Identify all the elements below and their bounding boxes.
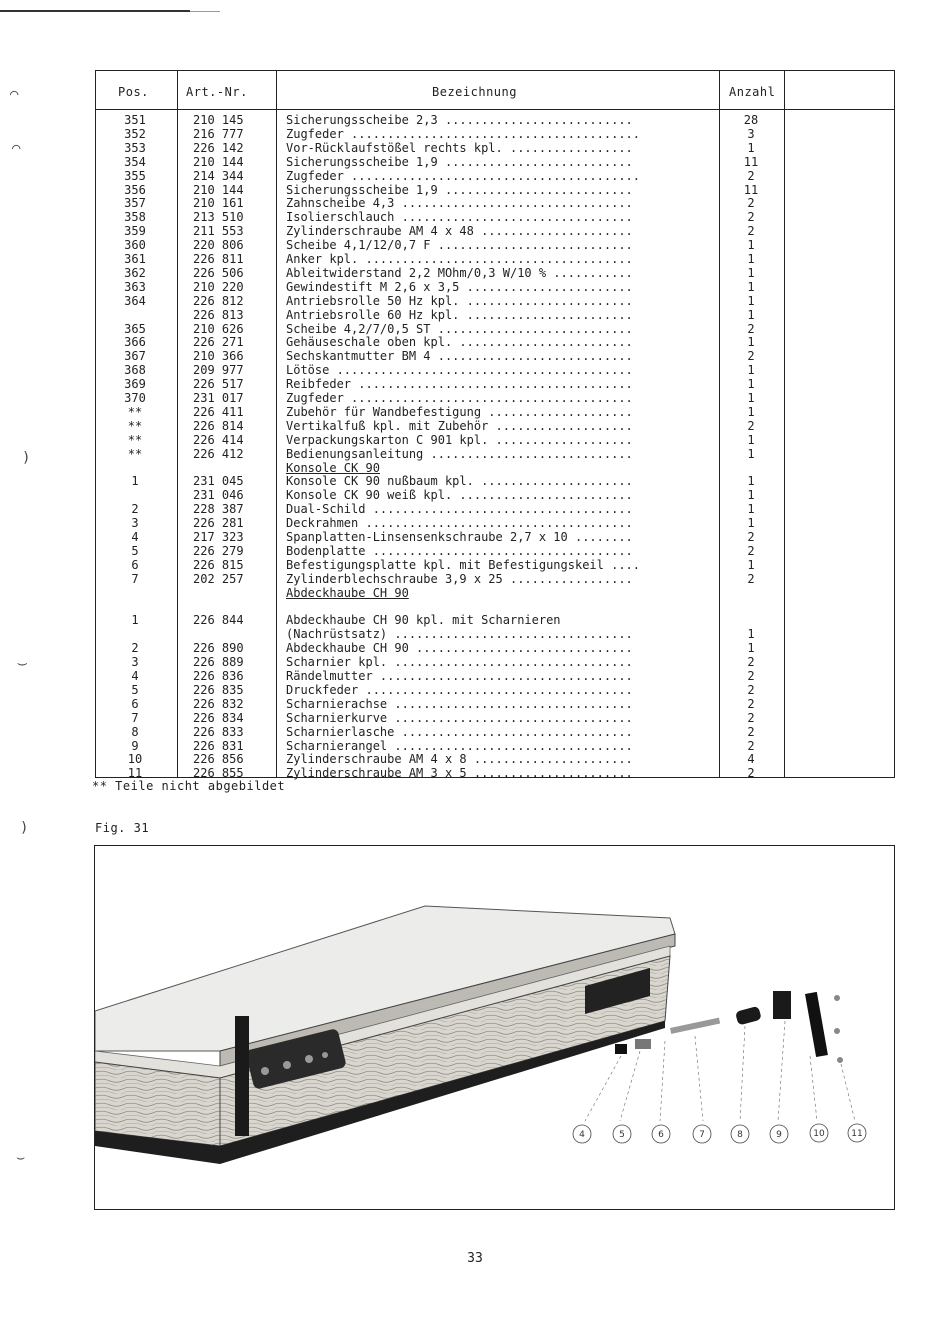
cell-anz: 2 <box>747 738 755 753</box>
callout-label: 7 <box>699 1130 705 1140</box>
table-row <box>96 711 894 725</box>
cell-pos: 360 <box>124 238 146 253</box>
cell-anz: 1 <box>747 279 755 294</box>
table-row <box>96 391 894 405</box>
table-row <box>96 280 894 294</box>
cell-art: 226 412 <box>193 446 244 461</box>
cell-anz: 1 <box>747 140 755 155</box>
cell-bez: Zylinderblechschraube 3,9 x 25 ................. <box>286 571 633 586</box>
cell-anz: 2 <box>747 710 755 725</box>
cell-bez: Konsole CK 90 weiß kpl. ........................ <box>286 488 633 503</box>
cell-pos: 2 <box>131 502 139 517</box>
cell-anz: 1 <box>747 377 755 392</box>
table-row <box>96 461 894 475</box>
table-row <box>96 141 894 155</box>
table-row <box>96 294 894 308</box>
table-row <box>96 433 894 447</box>
cell-art: 210 144 <box>193 154 244 169</box>
table-row <box>96 169 894 183</box>
callout-label: 6 <box>658 1130 664 1140</box>
cell-anz: 2 <box>747 321 755 336</box>
cell-anz: 1 <box>747 252 755 266</box>
cell-art: 226 834 <box>193 710 244 725</box>
table-row <box>96 600 894 614</box>
figure-label: Fig. 31 <box>95 821 150 835</box>
cell-anz: 1 <box>747 391 755 405</box>
header-pos: Pos. <box>118 85 149 99</box>
cell-pos: 354 <box>124 154 146 169</box>
table-row <box>96 544 894 558</box>
cell-art: 226 890 <box>193 641 244 656</box>
table-row <box>96 641 894 655</box>
cell-pos: 8 <box>131 724 139 739</box>
table-row <box>96 363 894 377</box>
cell-pos: 356 <box>124 182 146 197</box>
cell-pos: 5 <box>131 543 139 558</box>
cell-anz: 1 <box>747 307 755 322</box>
cell-bez: Anker kpl. ..................................... <box>286 252 633 266</box>
cell-bez: Scharnierachse ................................. <box>286 696 633 711</box>
cell-art: 210 144 <box>193 182 244 197</box>
cell-art: 226 844 <box>193 613 244 628</box>
cell-pos: 352 <box>124 126 146 141</box>
cell-anz: 2 <box>747 766 755 781</box>
table-row <box>96 196 894 210</box>
cell-art: 217 323 <box>193 530 244 544</box>
part-spring <box>635 1039 651 1049</box>
table-row <box>96 349 894 363</box>
table-row <box>96 474 894 488</box>
cell-art: 226 811 <box>193 252 244 266</box>
table-row <box>96 530 894 544</box>
table-row <box>96 405 894 419</box>
cell-anz: 2 <box>747 543 755 558</box>
table-row <box>96 155 894 169</box>
cell-bez: Isolierschlauch ................................ <box>286 210 633 225</box>
cell-art: 210 626 <box>193 321 244 336</box>
cell-bez: Abdeckhaube CH 90 <box>286 585 409 600</box>
cell-pos: 1 <box>131 613 139 628</box>
cell-pos: ** <box>127 446 143 461</box>
cell-art: 210 220 <box>193 279 244 294</box>
table-row <box>96 516 894 530</box>
cell-bez: Sicherungsscheibe 1,9 .......................... <box>286 154 633 169</box>
cell-pos: 11 <box>127 766 143 781</box>
header-divider <box>96 109 894 110</box>
callout-label: 4 <box>579 1130 585 1140</box>
cell-pos: 361 <box>124 252 146 266</box>
cell-art: 226 812 <box>193 293 244 308</box>
cell-pos: 5 <box>131 682 139 697</box>
margin-mark: ) <box>20 820 29 836</box>
exploded-view-illustration <box>95 846 895 1210</box>
table-row <box>96 377 894 391</box>
cell-bez: Befestigungsplatte kpl. mit Befestigungskeil .... <box>286 557 641 572</box>
table-row <box>96 252 894 266</box>
cell-art: 226 271 <box>193 335 244 350</box>
cell-pos: 7 <box>131 710 139 725</box>
cell-pos: 362 <box>124 265 146 280</box>
cell-anz: 1 <box>747 627 755 642</box>
cell-pos: 366 <box>124 335 146 350</box>
cell-pos: 368 <box>124 363 146 378</box>
cell-anz: 1 <box>747 335 755 350</box>
hinge <box>235 1016 249 1136</box>
table-row <box>96 627 894 641</box>
cell-anz: 1 <box>747 516 755 531</box>
cell-anz: 1 <box>747 238 755 253</box>
cell-bez: (Nachrüstsatz) ................................. <box>286 627 633 642</box>
table-row <box>96 572 894 586</box>
cell-anz: 1 <box>747 404 755 419</box>
cell-art: 220 806 <box>193 238 244 253</box>
cell-bez: Lötöse ......................................... <box>286 363 633 378</box>
table-row <box>96 308 894 322</box>
cell-art: 216 777 <box>193 126 244 141</box>
cell-art: 226 835 <box>193 682 244 697</box>
cell-pos: 3 <box>131 516 139 531</box>
table-row <box>96 558 894 572</box>
cell-art: 226 281 <box>193 516 244 531</box>
cell-anz: 1 <box>747 265 755 280</box>
cell-art: 211 553 <box>193 224 244 239</box>
cell-art: 226 832 <box>193 696 244 711</box>
part-hinge-pin <box>805 992 828 1057</box>
header-bezeichnung: Bezeichnung <box>432 85 517 99</box>
cell-anz: 2 <box>747 696 755 711</box>
cell-anz: 2 <box>747 210 755 225</box>
figure-31 <box>94 845 895 1210</box>
cell-bez: Antriebsrolle 50 Hz kpl. ....................... <box>286 293 633 308</box>
cell-anz: 11 <box>743 154 759 169</box>
cell-pos: 6 <box>131 696 139 711</box>
margin-mark: ) <box>22 450 31 466</box>
table-row <box>96 739 894 753</box>
margin-mark: ⌣ <box>16 1150 26 1166</box>
table-row <box>96 683 894 697</box>
cell-bez: Bodenplatte .................................... <box>286 543 633 558</box>
cell-bez: Gewindestift M 2,6 x 3,5 ....................... <box>286 279 633 294</box>
part-hinge-plate <box>773 991 791 1019</box>
table-row <box>96 322 894 336</box>
cell-pos: 1 <box>131 474 139 489</box>
cell-pos: 7 <box>131 571 139 586</box>
table-row <box>96 697 894 711</box>
cell-anz: 2 <box>747 655 755 670</box>
table-row <box>96 224 894 238</box>
cell-anz: 2 <box>747 349 755 364</box>
cell-art: 226 815 <box>193 557 244 572</box>
table-row <box>96 725 894 739</box>
cell-pos: 363 <box>124 279 146 294</box>
cell-pos: 359 <box>124 224 146 239</box>
cell-anz: 11 <box>743 182 759 197</box>
cell-art: 226 855 <box>193 766 244 781</box>
cell-anz: 2 <box>747 724 755 739</box>
table-row <box>96 655 894 669</box>
cell-bez: Sechskantmutter BM 4 ........................... <box>286 349 633 364</box>
cell-pos: 4 <box>131 530 139 544</box>
table-row <box>96 419 894 433</box>
cell-pos: 369 <box>124 377 146 392</box>
cell-bez: Zubehör für Wandbefestigung .................... <box>286 404 633 419</box>
cell-bez: Zugfeder ........................................ <box>286 168 641 183</box>
cell-anz: 3 <box>747 126 755 141</box>
cell-bez: Scheibe 4,1/12/0,7 F ........................... <box>286 238 633 253</box>
cell-bez: Deckrahmen ..................................... <box>286 516 633 531</box>
cell-pos: 367 <box>124 349 146 364</box>
cell-art: 210 161 <box>193 196 244 211</box>
cell-bez: Spanplatten-Linsensenkschraube 2,7 x 10 ........ <box>286 530 633 544</box>
table-row <box>96 613 894 627</box>
cell-pos: ** <box>127 418 143 433</box>
cell-art: 226 889 <box>193 655 244 670</box>
cell-art: 210 145 <box>193 113 244 127</box>
callout-label: 8 <box>737 1130 743 1140</box>
cell-art: 226 414 <box>193 432 244 447</box>
cell-pos: 6 <box>131 557 139 572</box>
cell-bez: Scharnierlasche ................................ <box>286 724 633 739</box>
cell-bez: Sicherungsscheibe 1,9 .......................... <box>286 182 633 197</box>
cell-art: 231 046 <box>193 488 244 503</box>
callout-label: 10 <box>813 1129 825 1139</box>
table-row <box>96 669 894 683</box>
cell-art: 226 279 <box>193 543 244 558</box>
cell-pos: 4 <box>131 669 139 683</box>
cell-bez: Zugfeder ........................................ <box>286 126 641 141</box>
cell-pos: 364 <box>124 293 146 308</box>
cell-art: 226 831 <box>193 738 244 753</box>
cell-pos: 370 <box>124 391 146 405</box>
cell-bez: Reibfeder ...................................... <box>286 377 633 392</box>
cell-anz: 2 <box>747 418 755 433</box>
cell-art: 210 366 <box>193 349 244 364</box>
scan-edge-line <box>0 10 190 12</box>
cell-bez: Rändelmutter ................................... <box>286 669 633 683</box>
cell-pos: ** <box>127 432 143 447</box>
cell-anz: 1 <box>747 488 755 503</box>
footnote: ** Teile nicht abgebildet <box>92 779 286 793</box>
cell-art: 226 833 <box>193 724 244 739</box>
cell-art: 226 856 <box>193 752 244 767</box>
cell-pos: 351 <box>124 113 146 127</box>
cell-art: 231 045 <box>193 474 244 489</box>
cell-bez: Abdeckhaube CH 90 .............................. <box>286 641 633 656</box>
header-art-nr: Art.-Nr. <box>186 85 248 99</box>
cell-pos: 358 <box>124 210 146 225</box>
cell-bez: Sicherungsscheibe 2,3 .......................... <box>286 113 633 127</box>
cell-bez: Gehäuseschale oben kpl. ........................ <box>286 335 633 350</box>
cell-bez: Zylinderschraube AM 4 x 48 ..................... <box>286 224 633 239</box>
cell-pos: 365 <box>124 321 146 336</box>
cell-bez: Scharnierkurve ................................. <box>286 710 633 725</box>
cell-art: 226 813 <box>193 307 244 322</box>
margin-mark: ‿ <box>18 650 27 666</box>
cell-art: 214 344 <box>193 168 244 183</box>
cell-pos: 10 <box>127 752 143 767</box>
table-row <box>96 752 894 766</box>
scan-edge-line-faint <box>190 11 220 12</box>
cell-art: 226 814 <box>193 418 244 433</box>
margin-mark: ⌒ <box>10 86 19 102</box>
cell-bez: Zylinderschraube AM 4 x 8 ...................... <box>286 752 633 767</box>
cell-bez: Zahnscheibe 4,3 ................................ <box>286 196 633 211</box>
cell-art: 202 257 <box>193 571 244 586</box>
part-knurled-nut <box>615 1044 627 1054</box>
cell-art: 226 411 <box>193 404 244 419</box>
page-number: 33 <box>467 1251 483 1266</box>
cell-art: 228 387 <box>193 502 244 517</box>
cell-bez: Vertikalfuß kpl. mit Zubehör ................... <box>286 418 633 433</box>
cell-anz: 4 <box>747 752 755 767</box>
table-row <box>96 210 894 224</box>
table-row <box>96 488 894 502</box>
cell-anz: 1 <box>747 432 755 447</box>
cell-bez: Ableitwiderstand 2,2 MOhm/0,3 W/10 % ........... <box>286 265 633 280</box>
cell-anz: 2 <box>747 196 755 211</box>
cell-art: 213 510 <box>193 210 244 225</box>
cell-bez: Verpackungskarton C 901 kpl. ................... <box>286 432 633 447</box>
callout-label: 11 <box>851 1129 863 1139</box>
cell-art: 226 506 <box>193 265 244 280</box>
cell-pos: ** <box>127 404 143 419</box>
cell-anz: 2 <box>747 168 755 183</box>
part-axle <box>670 1018 720 1034</box>
cell-bez: Scheibe 4,2/7/0,5 ST ........................... <box>286 321 633 336</box>
parts-table <box>95 70 895 781</box>
cell-bez: Bedienungsanleitung ............................ <box>286 446 633 461</box>
cell-anz: 1 <box>747 557 755 572</box>
cell-pos: 9 <box>131 738 139 753</box>
cell-bez: Abdeckhaube CH 90 kpl. mit Scharnieren <box>286 613 561 628</box>
cell-bez: Vor-Rücklaufstößel rechts kpl. ................. <box>286 140 633 155</box>
table-row <box>96 502 894 516</box>
cell-anz: 1 <box>747 474 755 489</box>
cell-bez: Scharnier kpl. ................................. <box>286 655 633 670</box>
table-row <box>96 586 894 600</box>
cell-bez: Scharnierangel ................................. <box>286 738 633 753</box>
cell-anz: 2 <box>747 224 755 239</box>
cell-anz: 2 <box>747 669 755 683</box>
cell-bez: Antriebsrolle 60 Hz kpl. ....................... <box>286 307 633 322</box>
table-row <box>96 127 894 141</box>
cell-pos: 355 <box>124 168 146 183</box>
cell-anz: 2 <box>747 682 755 697</box>
cell-pos: 353 <box>124 140 146 155</box>
header-anzahl: Anzahl <box>729 85 776 99</box>
cell-pos: 3 <box>131 655 139 670</box>
cell-anz: 2 <box>747 530 755 544</box>
cell-art: 226 517 <box>193 377 244 392</box>
cell-anz: 2 <box>747 571 755 586</box>
cell-bez: Konsole CK 90 nußbaum kpl. ..................... <box>286 474 633 489</box>
callout-label: 9 <box>776 1130 782 1140</box>
cell-anz: 1 <box>747 293 755 308</box>
callout-label: 5 <box>619 1130 625 1140</box>
cell-anz: 1 <box>747 641 755 656</box>
cell-anz: 28 <box>743 113 759 127</box>
margin-mark: ⌒ <box>12 140 21 156</box>
cell-anz: 1 <box>747 363 755 378</box>
table-row <box>96 238 894 252</box>
cell-pos: 357 <box>124 196 146 211</box>
table-row <box>96 113 894 127</box>
cell-pos: 2 <box>131 641 139 656</box>
cell-art: 226 836 <box>193 669 244 683</box>
table-row <box>96 447 894 461</box>
cell-bez: Druckfeder ..................................... <box>286 682 633 697</box>
cell-bez: Zugfeder ....................................... <box>286 391 633 405</box>
cell-bez: Konsole CK 90 <box>286 460 380 475</box>
cell-art: 231 017 <box>193 391 244 405</box>
cell-anz: 1 <box>747 446 755 461</box>
table-row <box>96 335 894 349</box>
cell-bez: Dual-Schild .................................... <box>286 502 633 517</box>
cell-art: 209 977 <box>193 363 244 378</box>
table-row <box>96 266 894 280</box>
cell-art: 226 142 <box>193 140 244 155</box>
part-hinge-curve <box>735 1006 762 1026</box>
table-row <box>96 183 894 197</box>
cell-anz: 1 <box>747 502 755 517</box>
cell-bez: Zylinderschraube AM 3 x 5 ...................... <box>286 766 633 781</box>
